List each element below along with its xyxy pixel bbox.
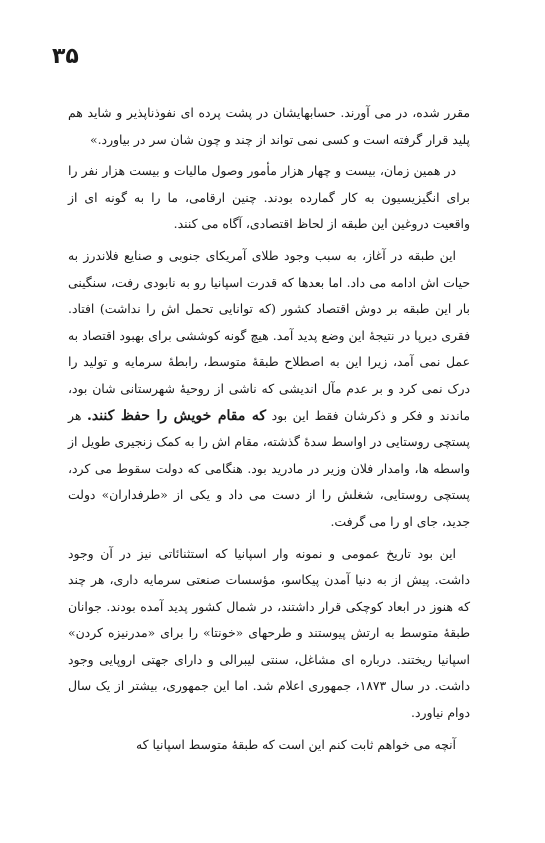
paragraph: آنچه می خواهم ثابت کنم این است که طبقهٔ متوسط اسپانیا که [136,736,456,752]
emphasized-phrase: که مقام خویش را حفظ کنند. [86,407,267,424]
paragraph: این بود تاریخ عمومی و نمونه وار اسپانیا که استثنائاتی نیز در آن وجود داشت. پیش از به دنیا آمدن پیکاسو، مؤسسات صنعتی سرمایه داری، هر چند که هنوز در ابعاد کوچکی قرار داشتند، در شمال کشور پدید آمده بودند. جوانان طبقهٔ متوسط به ارتش پیوستند و طرحهای «خونتا» را برای «مدرنیزه کردن» اسپانیا ریختند. درباره ای مشاغل، سنتی لیبرالی و دارای جهتی اروپایی وجود داشت. در سال ۱۸۷۳، جمهوری اعلام شد. اما این جمهوری، بیشتر از یک سال دوام نیاورد. [68,545,470,721]
page-number: ۳۵ [52,44,79,69]
paragraph-continuation: مقرر شده، در می آورند. حسابهایشان در پشت پرده ای نفوذناپذیر و شاید هم پلید قرار گرفته است و کسی نمی تواند از چند و چون شان سر در بیاورد.» [68,105,470,147]
paragraph-text: این طبقه در آغاز، به سبب وجود طلای آمریکای جنوبی و صنایع فلاندرز به حیات اش ادامه می داد. اما بعدها که قدرت اسپانیا رو به نابودی رفت، سنگینی بار این طبقه بر دوش اقتصاد کشور (که توانایی تحمل اش را نداشت) افتاد. فقری دیرپا در نتیجهٔ این وضع پدید آمد. هیچ گونه کوششی برای بهبود اقتصاد به عمل نمی آمد، زیرا این به اصطلاح طبقهٔ متوسط، رابطهٔ سرمایه و تولید را درک نمی کرد و بر عدم مآل اندیشی که ناشی از روحیهٔ شهرستانی شان بود، ماندند و فکر و ذکرشان فقط این بود [68,247,470,423]
body-text [68,100,470,763]
paragraph-text: هر پستچی روستایی در اواسط سدهٔ گذشته، مقام اش را به کمک زنجیری طویل از واسطه ها، وامدار فلان وزیر در مادرید بود. هنگامی که دولت سقوط می کرد، پستچی روستایی، شغلش را از دست می داد و یکی از «طرفداران» دولت جدید، جای او را می گرفت. [68,407,470,529]
paragraph: در همین زمان، بیست و چهار هزار مأمور وصول مالیات و بیست هزار نفر را برای انگیزیسیون به کار گمارده بودند. چنین ارقامی، ما را به گونه ای از واقعیت دروغین این طبقه از لحاظ اقتصادی، آگاه می کنند. [68,163,470,232]
paragraph [68,243,470,536]
